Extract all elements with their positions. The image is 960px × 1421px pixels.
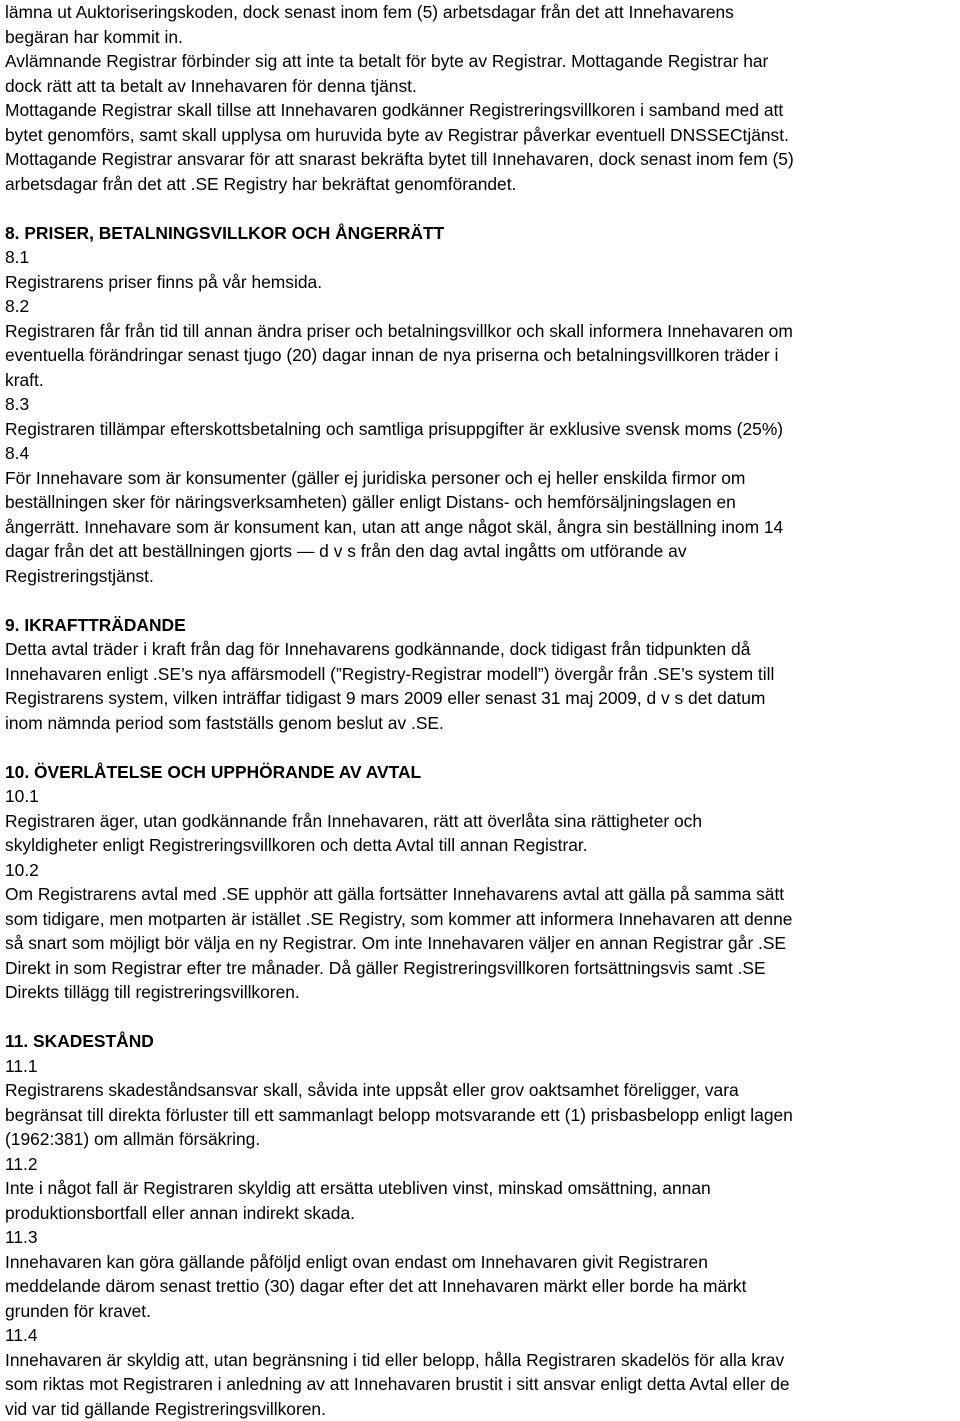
text-line: Innehavaren kan göra gällande påföljd enligt ovan endast om Innehavaren givit Registraren [5,1250,960,1275]
text-line: För Innehavare som är konsumenter (gäller ej juridiska personer och ej heller enskilda firmor om [5,466,960,491]
spacer [5,196,960,221]
section-11 [5,1029,960,1421]
text-line: Direkt in som Registrar efter tre månader. Då gäller Registreringsvillkoren fortsättningsvis samt .SE [5,956,960,981]
clause-number: 11.3 [5,1225,960,1250]
text-line: meddelande därom senast trettio (30) dagar efter det att Innehavaren märkt eller borde ha märkt [5,1274,960,1299]
text-line: produktionsbortfall eller annan indirekt skada. [5,1201,960,1226]
spacer [5,735,960,760]
text-line: inom nämnda period som fastställs genom beslut av .SE. [5,711,960,736]
section-8 [5,221,960,589]
spacer [5,588,960,613]
text-line: som riktas mot Registraren i anledning av att Innehavaren brustit i sitt ansvar enligt detta Avtal eller de [5,1372,960,1397]
text-line: Mottagande Registrar ansvarar för att snarast bekräfta bytet till Innehavaren, dock senast inom fem (5) [5,147,960,172]
text-line: Om Registrarens avtal med .SE upphör att gälla fortsätter Innehavarens avtal att gälla på samma sätt [5,882,960,907]
clause-number: 8.4 [5,441,960,466]
text-line: kraft. [5,368,960,393]
text-line: Innehavaren enligt .SE’s nya affärsmodell (”Registry-Registrar modell”) övergår från .SE’s system till [5,662,960,687]
text-line: Registraren äger, utan godkännande från Innehavaren, rätt att överlåta sina rättigheter och [5,809,960,834]
text-line: lämna ut Auktoriseringskoden, dock senast inom fem (5) arbetsdagar från det att Innehavarens [5,0,960,25]
spacer [5,1005,960,1030]
text-line: beställningen sker för näringsverksamheten) gäller enligt Distans- och hemförsäljningslagen en [5,490,960,515]
intro-paragraphs [5,0,960,196]
text-line: skyldigheter enligt Registreringsvillkoren och detta Avtal till annan Registrar. [5,833,960,858]
section-9 [5,613,960,736]
text-line: vid var tid gällande Registreringsvillkoren. [5,1397,960,1421]
text-line: Direkts tillägg till registreringsvillkoren. [5,980,960,1005]
clause-number: 8.3 [5,392,960,417]
clause-number: 11.1 [5,1054,960,1079]
clause-number: 11.4 [5,1323,960,1348]
document-page [5,0,960,1421]
text-line: Registraren får från tid till annan ändra priser och betalningsvillkor och skall informera Innehavaren om [5,319,960,344]
text-line: eventuella förändringar senast tjugo (20) dagar innan de nya priserna och betalningsvillkoren träder i [5,343,960,368]
text-line: begäran har kommit in. [5,25,960,50]
text-line: bytet genomförs, samt skall upplysa om huruvida byte av Registrar påverkar eventuell DNSSECtjänst. [5,123,960,148]
clause-number: 8.2 [5,294,960,319]
text-line: Inte i något fall är Registraren skyldig att ersätta utebliven vinst, minskad omsättning, annan [5,1176,960,1201]
section-heading: 9. IKRAFTTRÄDANDE [5,613,960,638]
text-line: arbetsdagar från det att .SE Registry har bekräftat genomförandet. [5,172,960,197]
section-10 [5,760,960,1005]
text-line: så snart som möjligt bör välja en ny Registrar. Om inte Innehavaren väljer en annan Registrar går .SE [5,931,960,956]
clause-number: 10.2 [5,858,960,883]
text-line: Avlämnande Registrar förbinder sig att inte ta betalt för byte av Registrar. Mottagande Registrar har [5,49,960,74]
text-line: dagar från det att beställningen gjorts — d v s från den dag avtal ingåtts om utförande av [5,539,960,564]
text-line: dock rätt att ta betalt av Innehavaren för denna tjänst. [5,74,960,99]
text-line: begränsat till direkta förluster till ett sammanlagt belopp motsvarande ett (1) prisbasbelopp enligt lagen [5,1103,960,1128]
text-line: Registreringstjänst. [5,564,960,589]
text-line: grunden för kravet. [5,1299,960,1324]
text-line: som tidigare, men motparten är istället .SE Registry, som kommer att informera Innehavaren att denne [5,907,960,932]
clause-number: 10.1 [5,784,960,809]
text-line: (1962:381) om allmän försäkring. [5,1127,960,1152]
section-heading: 11. SKADESTÅND [5,1029,960,1054]
text-line: Registrarens system, vilken inträffar tidigast 9 mars 2009 eller senast 31 maj 2009, d v s det datum [5,686,960,711]
text-line: Detta avtal träder i kraft från dag för Innehavarens godkännande, dock tidigast från tidpunkten då [5,637,960,662]
section-heading: 10. ÖVERLÅTELSE OCH UPPHÖRANDE AV AVTAL [5,760,960,785]
clause-number: 11.2 [5,1152,960,1177]
text-line: Mottagande Registrar skall tillse att Innehavaren godkänner Registreringsvillkoren i samband med att [5,98,960,123]
text-line: Registraren tillämpar efterskottsbetalning och samtliga prisuppgifter är exklusive svensk moms (25%) [5,417,960,442]
text-line: Registrarens priser finns på vår hemsida. [5,270,960,295]
text-line: Registrarens skadeståndsansvar skall, såvida inte uppsåt eller grov oaktsamhet föreligger, vara [5,1078,960,1103]
section-heading: 8. PRISER, BETALNINGSVILLKOR OCH ÅNGERRÄTT [5,221,960,246]
text-line: Innehavaren är skyldig att, utan begränsning i tid eller belopp, hålla Registraren skadelös för alla krav [5,1348,960,1373]
clause-number: 8.1 [5,245,960,270]
text-line: ångerrätt. Innehavare som är konsument kan, utan att ange något skäl, ångra sin beställning inom 14 [5,515,960,540]
